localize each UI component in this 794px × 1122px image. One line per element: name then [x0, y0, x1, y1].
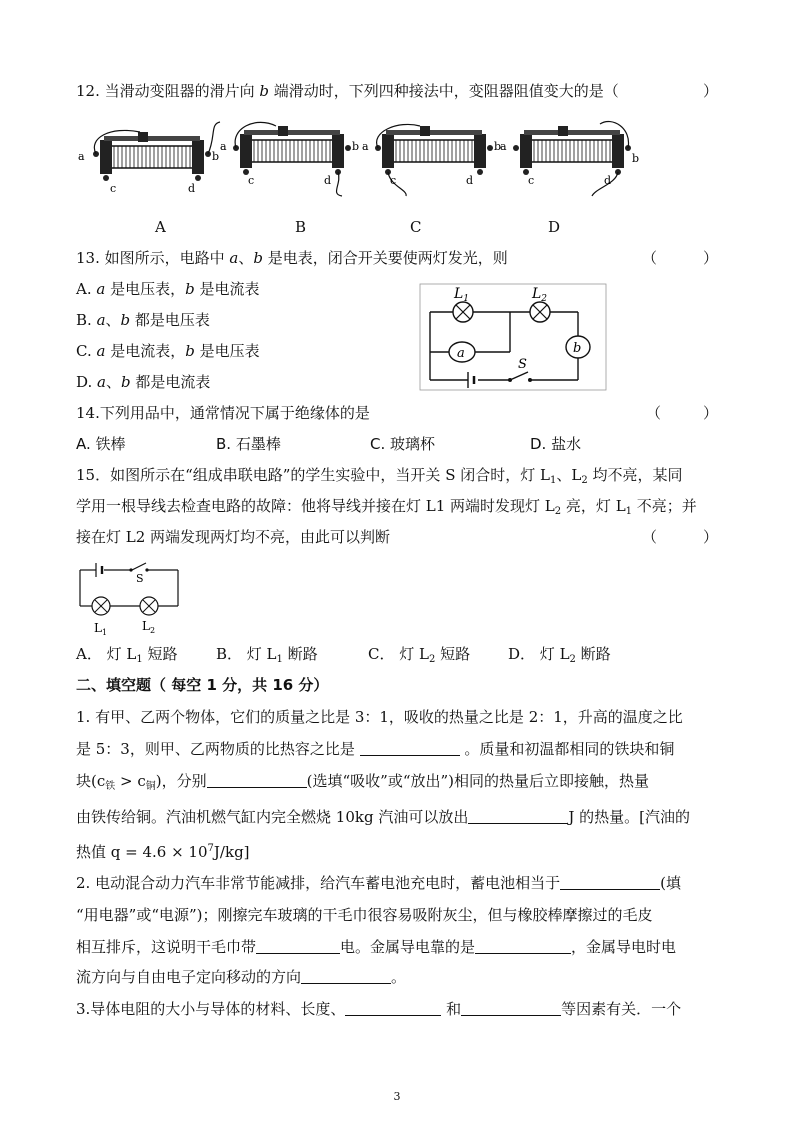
- fig-c-label-c: c: [390, 174, 397, 187]
- q15-option-c: C． 灯 $L_2$ 短路: [368, 645, 471, 665]
- section-2-title: 二、填空题（ 每空 1 分，共 16 分）: [76, 676, 329, 694]
- q12-option-c: C: [410, 218, 422, 236]
- q15-l1-label: $L_1$: [94, 621, 108, 637]
- q15-option-b: B． 灯 $L_1$ 断路: [216, 645, 318, 665]
- q15-circuit-diagram: [74, 558, 184, 638]
- fig-b-label-d: d: [324, 174, 332, 187]
- q13-meter-a-label: a: [457, 346, 465, 361]
- q15-line-1: 15．如图所示在“组成串联电路”的学生实验中，当开关 S 闭合时，灯 $L_1$、$L_2$ 均不亮，某同: [76, 466, 683, 486]
- q15-l2-label: $L_2$: [142, 619, 156, 635]
- fig-a-label-d: d: [188, 182, 196, 195]
- q13-l1-label: $L_1$: [454, 286, 470, 304]
- q13-option-a: A. a 是电压表，b 是电流表: [76, 280, 260, 298]
- fig-d-label-d: d: [604, 174, 612, 187]
- q15-line-3: 接在灯 L2 两端发现两灯均不亮，由此可以判断: [76, 528, 391, 546]
- f2-line-4: 流方向与自由电子定向移动的方向 。: [76, 968, 407, 986]
- f1-line-1: 1. 有甲、乙两个物体，它们的质量之比是 3：1，吸收的热量之比是 2：1，升高的温度之比: [76, 708, 683, 726]
- q13-circuit-diagram: [418, 282, 608, 392]
- q14-option-c: C. 玻璃杯: [370, 435, 436, 453]
- q15-lamp-l2: [140, 597, 158, 615]
- q12-answer-paren: ）: [703, 82, 719, 100]
- q13-paren-open: （: [642, 249, 658, 267]
- q15-option-a: A． 灯 $L_1$ 短路: [76, 645, 178, 665]
- q14-paren-open: （: [646, 404, 662, 422]
- f2-line-1: 2. 电动混合动力汽车非常节能减排，给汽车蓄电池充电时，蓄电池相当于 (填: [76, 874, 681, 892]
- q13-switch-label: S: [518, 357, 527, 372]
- q13-meter-b-label: b: [573, 341, 582, 356]
- q15-paren-close: ）: [703, 528, 719, 546]
- q12-stem: 12. 当滑动变阻器的滑片向 b 端滑动时，下列四种接法中，变阻器阻值变大的是（: [76, 82, 619, 100]
- q14-stem: 14.下列用品中，通常情况下属于绝缘体的是: [76, 404, 370, 422]
- f3-line-1: 3.导体电阻的大小与导体的材料、长度、 和 等因素有关．一个: [76, 1000, 682, 1018]
- q13-option-d: D. a、b 都是电流表: [76, 373, 211, 391]
- f3-blank-2[interactable]: [461, 1001, 561, 1016]
- fig-d-label-a: a: [500, 140, 507, 153]
- f2-blank-2[interactable]: [256, 939, 340, 954]
- q15-option-d: D． 灯 $L_2$ 断路: [508, 645, 611, 665]
- f2-blank-1[interactable]: [560, 875, 660, 890]
- q15-switch-label: S: [136, 572, 144, 585]
- q13-l2-label: $L_2$: [532, 286, 548, 304]
- f1-blank-2[interactable]: [207, 773, 307, 788]
- fig-b-label-c: c: [248, 174, 255, 187]
- f1-blank-1[interactable]: [360, 741, 460, 756]
- f1-blank-3[interactable]: [468, 809, 568, 824]
- q12-option-d: D: [548, 218, 561, 236]
- fig-d-label-c: c: [528, 174, 535, 187]
- fig-d-label-b: b: [632, 152, 640, 165]
- fig-a-label-c: c: [110, 182, 117, 195]
- f2-blank-3[interactable]: [475, 939, 571, 954]
- q14-option-b: B. 石墨棒: [216, 435, 281, 453]
- fig-c-label-a: a: [362, 140, 369, 153]
- fig-c-label-d: d: [466, 174, 474, 187]
- q15-lamp-l1: [92, 597, 110, 615]
- f3-blank-1[interactable]: [345, 1001, 441, 1016]
- q12-option-b: B: [295, 218, 307, 236]
- fig-b-label-a: a: [220, 140, 227, 153]
- q13-option-c: C. a 是电流表，b 是电压表: [76, 342, 260, 360]
- f1-line-4: 由铁传给铜。汽油机燃气缸内完全燃烧 10kg 汽油可以放出 J 的热量。[汽油的: [76, 808, 690, 826]
- f2-line-3: 相互排斥，这说明干毛巾带 电。金属导电靠的是 ，金属导电时电: [76, 938, 677, 956]
- q12-option-a: A: [155, 218, 166, 236]
- q13-lamp-l2: [530, 302, 550, 322]
- q14-option-d: D. 盐水: [530, 435, 582, 453]
- q13-option-b: B. a、b 都是电压表: [76, 311, 210, 329]
- q13-lamp-l1: [453, 302, 473, 322]
- f1-line-2: 是 5：3，则甲、乙两物质的比热容之比是 。质量和初温都相同的铁块和铜: [76, 740, 675, 758]
- q14-option-a: A. 铁棒: [76, 435, 126, 453]
- f2-line-2: “用电器”或“电源”)；刚擦完车玻璃的干毛巾很容易吸附灰尘，但与橡胶棒摩擦过的毛皮: [76, 906, 653, 924]
- q13-stem: 13. 如图所示，电路中 a、b 是电表，闭合开关要使两灯发光，则: [76, 249, 508, 267]
- fig-b-label-b: b: [352, 140, 360, 153]
- q15-paren-open: （: [642, 528, 658, 546]
- rheostat-a: [93, 122, 220, 181]
- fig-a-label-b: b: [212, 150, 220, 163]
- q12-rheostat-figures: [80, 118, 640, 198]
- f2-blank-4[interactable]: [301, 969, 391, 984]
- q13-paren-close: ）: [703, 249, 719, 267]
- fig-a-label-a: a: [78, 150, 85, 163]
- q14-paren-close: ）: [703, 404, 719, 422]
- page-number: 3: [393, 1090, 401, 1103]
- q15-line-2: 学用一根导线去检查电路的故障：他将导线并接在灯 L1 两端时发现灯 $L_2$ 亮，灯 $L_1$ 不亮；并: [76, 497, 697, 517]
- f1-line-3: 块$(c_铁 > c_铜)$，分别 (选填“吸收”或“放出”)相同的热量后立即接触，热量: [76, 772, 650, 792]
- f1-line-5: 热值 $q = 4.6 \times 10^7J/kg$]: [76, 843, 250, 861]
- fig-c-label-b: b: [494, 140, 502, 153]
